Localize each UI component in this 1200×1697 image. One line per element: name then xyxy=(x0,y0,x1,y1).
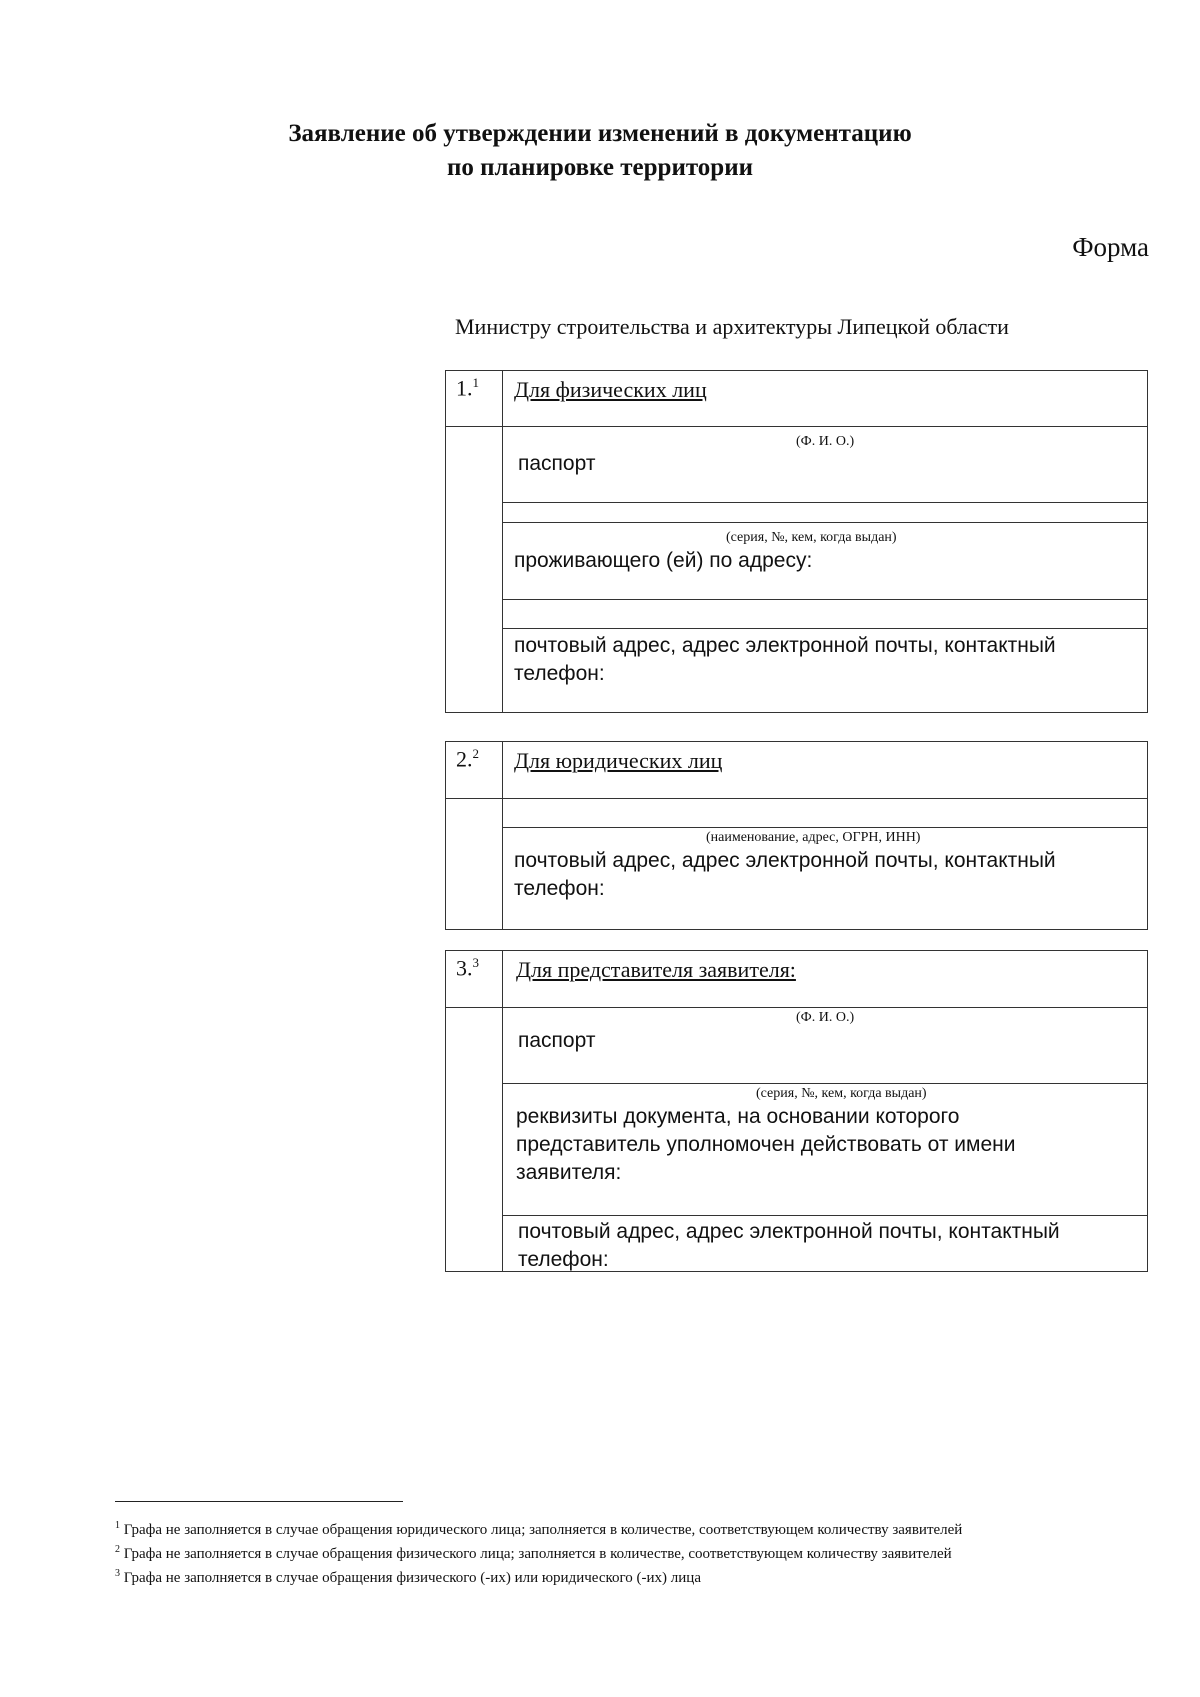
contacts-label-line1: почтовый адрес, адрес электронной почты, контактный xyxy=(518,1220,1060,1243)
section-heading: Для юридических лиц xyxy=(514,748,723,773)
row-divider xyxy=(446,426,1147,427)
passport-caption: (серия, №, кем, когда выдан) xyxy=(726,530,897,545)
section-number: 2.$^2$ xyxy=(456,746,479,772)
footnote-ref: 1 xyxy=(472,375,479,390)
footnote-1: $^1$ Графа не заполняется в случае обращения юридического лица; заполняется в количестве, соответствующем количеству заявителей xyxy=(115,1520,963,1538)
passport-label: паспорт xyxy=(518,452,596,475)
document-label-line2: представитель уполномочен действовать от имени xyxy=(516,1133,1016,1156)
row-divider xyxy=(502,1215,1147,1216)
fio-caption: (Ф. И. О.) xyxy=(796,434,855,449)
section-number: 1.$^1$ xyxy=(456,375,479,401)
row-divider xyxy=(502,522,1147,523)
document-title-line2: по планировке территории xyxy=(446,154,754,181)
row-divider xyxy=(502,1083,1147,1084)
section-representative xyxy=(445,950,1148,1272)
document-label-line3: заявителя: xyxy=(516,1161,622,1184)
contacts-label-line2: телефон: xyxy=(518,1248,609,1271)
column-divider xyxy=(502,371,503,712)
document-title-line1: Заявление об утверждении изменений в документацию xyxy=(288,120,912,147)
row-divider xyxy=(446,1007,1147,1008)
footnote-ref: 2 xyxy=(472,746,479,761)
org-caption: (наименование, адрес, ОГРН, ИНН) xyxy=(706,830,921,845)
contacts-label-line2: телефон: xyxy=(514,662,605,685)
row-divider xyxy=(502,502,1147,503)
row-divider xyxy=(502,827,1147,828)
passport-caption: (серия, №, кем, когда выдан) xyxy=(756,1086,927,1101)
section-number: 3.$^3$ xyxy=(456,955,479,981)
contacts-label-line2: телефон: xyxy=(514,877,605,900)
contacts-label-line1: почтовый адрес, адрес электронной почты, контактный xyxy=(514,849,1056,872)
form-label: Форма xyxy=(1072,232,1149,262)
addressee: Министру строительства и архитектуры Липецкой области xyxy=(455,314,1009,339)
section-individuals xyxy=(445,370,1148,713)
section-legal-entities xyxy=(445,741,1148,930)
row-divider xyxy=(446,798,1147,799)
section-heading: Для физических лиц xyxy=(514,377,707,402)
address-label: проживающего (ей) по адресу: xyxy=(514,549,813,572)
row-divider xyxy=(502,628,1147,629)
footnote-3: $^3$ Графа не заполняется в случае обращения физического (-их) или юридического (-их) лица xyxy=(115,1568,701,1586)
row-divider xyxy=(502,599,1147,600)
document-label-line1: реквизиты документа, на основании которого xyxy=(516,1105,960,1128)
passport-label: паспорт xyxy=(518,1029,596,1052)
column-divider xyxy=(502,951,503,1271)
contacts-label-line1: почтовый адрес, адрес электронной почты, контактный xyxy=(514,634,1056,657)
footnote-ref: 3 xyxy=(472,955,479,970)
section-heading: Для представителя заявителя: xyxy=(516,957,796,982)
column-divider xyxy=(502,742,503,929)
footnote-2: $^2$ Графа не заполняется в случае обращения физического лица; заполняется в количестве, соответствующем количеству заявителей xyxy=(115,1544,952,1562)
footnote-separator xyxy=(115,1501,403,1502)
fio-caption: (Ф. И. О.) xyxy=(796,1010,855,1025)
